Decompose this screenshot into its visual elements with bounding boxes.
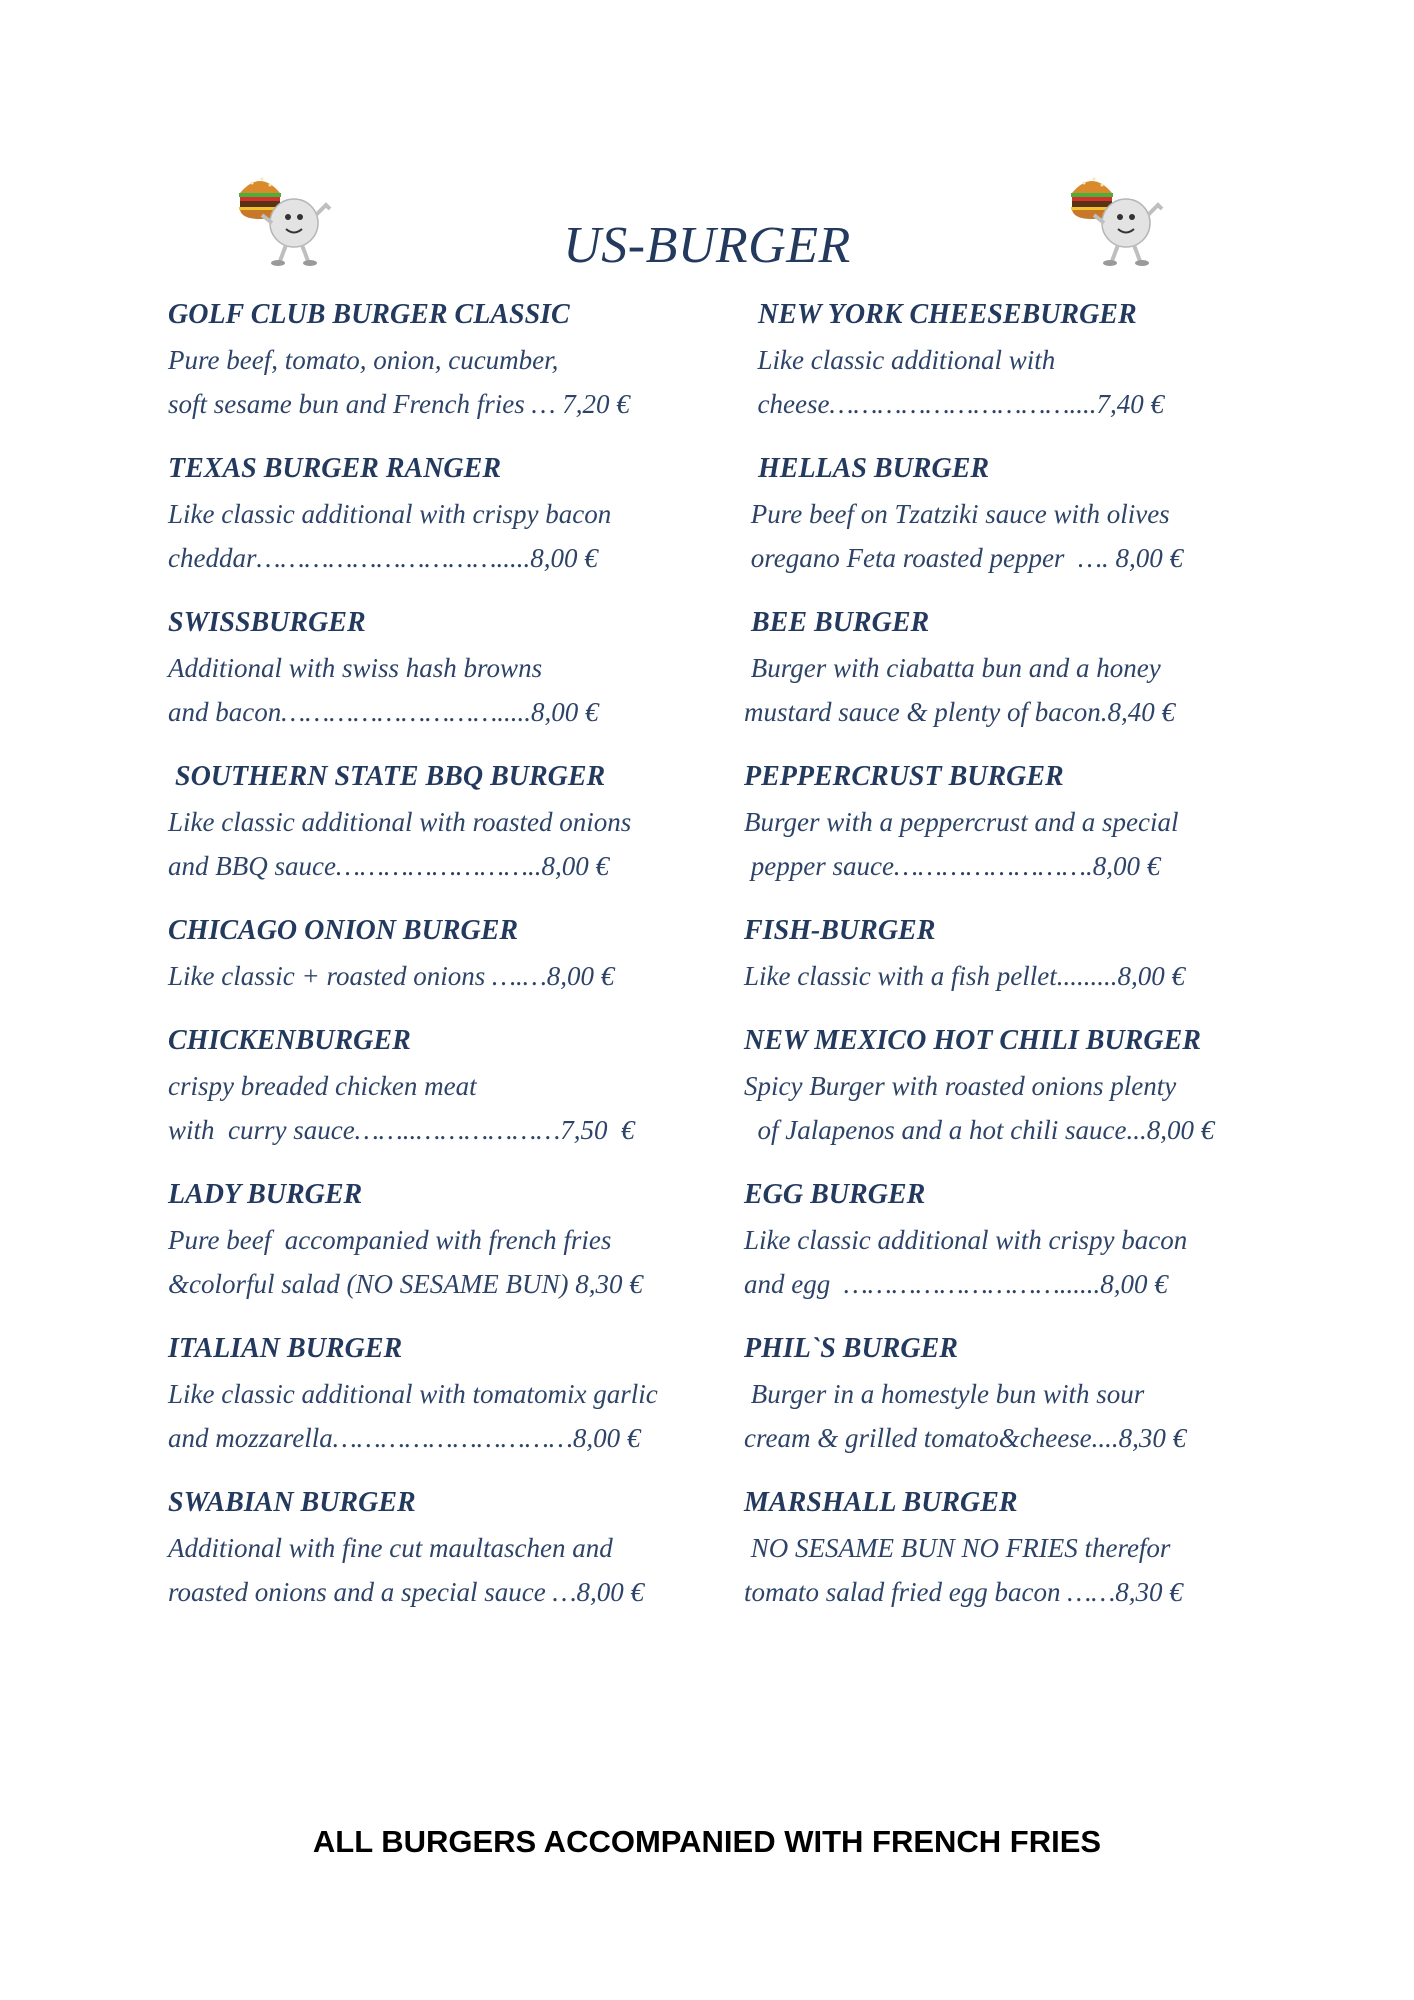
menu-item-description: Pure beef accompanied with french fries [168,1225,612,1255]
menu-item-description: Additional with swiss hash browns [168,653,543,683]
menu-item [168,600,738,754]
menu-item-name: NEW YORK CHEESEBURGER [744,299,1137,330]
menu-item-name: SOUTHERN STATE BBQ BURGER [168,761,606,792]
menu-item [168,292,738,446]
menu-item-price-line: of Jalapenos and a hot chili sauce...8,00 € [744,1115,1215,1145]
menu-item [744,292,1264,446]
menu-item-price-line: with curry sauce……..………………7,50 € [168,1115,635,1145]
menu-item-description: Like classic additional with roasted onions [168,807,632,837]
menu-item-name: MARSHALL BURGER [744,1487,1018,1518]
menu-item [744,908,1264,1018]
menu-item-name: SWABIAN BURGER [168,1487,416,1518]
menu-item-name: FISH-BURGER [744,915,936,946]
menu-item-price-line: cheddar………………………….....8,00 € [168,543,598,573]
menu-item-price-line: pepper sauce…………………….8,00 € [744,851,1161,881]
menu-item-name: EGG BURGER [744,1179,926,1210]
menu-item-description: Like classic additional with [744,345,1056,375]
menu-item [744,1018,1264,1172]
menu-item-description: Like classic additional with crispy bacon [744,1225,1188,1255]
menu-item-price-line: and bacon……………………….....8,00 € [168,697,599,727]
menu-item-name: SWISSBURGER [168,607,366,638]
menu-item-name: BEE BURGER [744,607,930,638]
menu-item-price-line: soft sesame bun and French fries … 7,20 € [168,389,630,419]
menu-item [744,1172,1264,1326]
menu-item-name: PHIL`S BURGER [744,1333,958,1364]
menu-item-price-line: Like classic + roasted onions ….…8,00 € [168,961,615,991]
menu-item [744,1480,1264,1634]
menu-item-description: Pure beef, tomato, onion, cucumber, [168,345,559,375]
menu-item-price-line: &colorful salad (NO SESAME BUN) 8,30 € [168,1269,643,1299]
menu-item-description: Pure beef on Tzatziki sauce with olives [744,499,1170,529]
menu-item [168,754,738,908]
menu-item-name: ITALIAN BURGER [168,1333,403,1364]
menu-item [168,446,738,600]
menu-item-name: CHICKENBURGER [168,1025,411,1056]
menu-item-name: GOLF CLUB BURGER CLASSIC [168,299,570,330]
menu-item-name: TEXAS BURGER RANGER [168,453,501,484]
menu-item-price-line: roasted onions and a special sauce …8,00 € [168,1577,644,1607]
menu-item-description: Like classic additional with tomatomix garlic [168,1379,658,1409]
menu-item [744,446,1264,600]
menu-item-price-line: and BBQ sauce……………………..8,00 € [168,851,610,881]
menu-item-price-line: and egg ………………………......8,00 € [744,1269,1168,1299]
menu-column-left [168,292,738,1634]
menu-column-right [744,292,1264,1634]
menu-item-name: HELLAS BURGER [744,453,990,484]
menu-item [744,600,1264,754]
menu-item [168,1172,738,1326]
menu-item-description: crispy breaded chicken meat [168,1071,477,1101]
menu-item-price-line: cheese…………………………....7,40 € [744,389,1165,419]
menu-item-description: Additional with fine cut maultaschen and [168,1533,613,1563]
menu-item-description: NO SESAME BUN NO FRIES therefor [744,1533,1171,1563]
menu-item-description: Burger with a peppercrust and a special [744,807,1179,837]
menu-item-price-line: and mozzarella…………………………8,00 € [168,1423,641,1453]
menu-item-description: Burger in a homestyle bun with sour [744,1379,1145,1409]
menu-item [168,1326,738,1480]
menu-item-description: Burger with ciabatta bun and a honey [744,653,1161,683]
menu-item-name: PEPPERCRUST BURGER [744,761,1064,792]
menu-title: US-BURGER [563,217,851,274]
menu-item [744,1326,1264,1480]
menu-item-name: CHICAGO ONION BURGER [168,915,519,946]
menu-item-description: Like classic additional with crispy bacon [168,499,612,529]
menu-item [168,1480,738,1634]
menu-item [744,754,1264,908]
footer-note: ALL BURGERS ACCOMPANIED WITH FRENCH FRIES [312,1824,1102,1859]
menu-item-name: LADY BURGER [168,1179,363,1210]
menu-item [168,908,738,1018]
menu-item-price-line: mustard sauce & plenty of bacon.8,40 € [744,697,1175,727]
menu-item-price-line: Like classic with a fish pellet.........8,00 € [744,961,1185,991]
menu-item-price-line: cream & grilled tomato&cheese....8,30 € [744,1423,1187,1453]
menu-item-name: NEW MEXICO HOT CHILI BURGER [744,1025,1201,1056]
menu-item-description: Spicy Burger with roasted onions plenty [744,1071,1177,1101]
menu-item-price-line: oregano Feta roasted pepper …. 8,00 € [744,543,1183,573]
menu-item-price-line: tomato salad fried egg bacon ……8,30 € [744,1577,1183,1607]
menu-item [168,1018,738,1172]
